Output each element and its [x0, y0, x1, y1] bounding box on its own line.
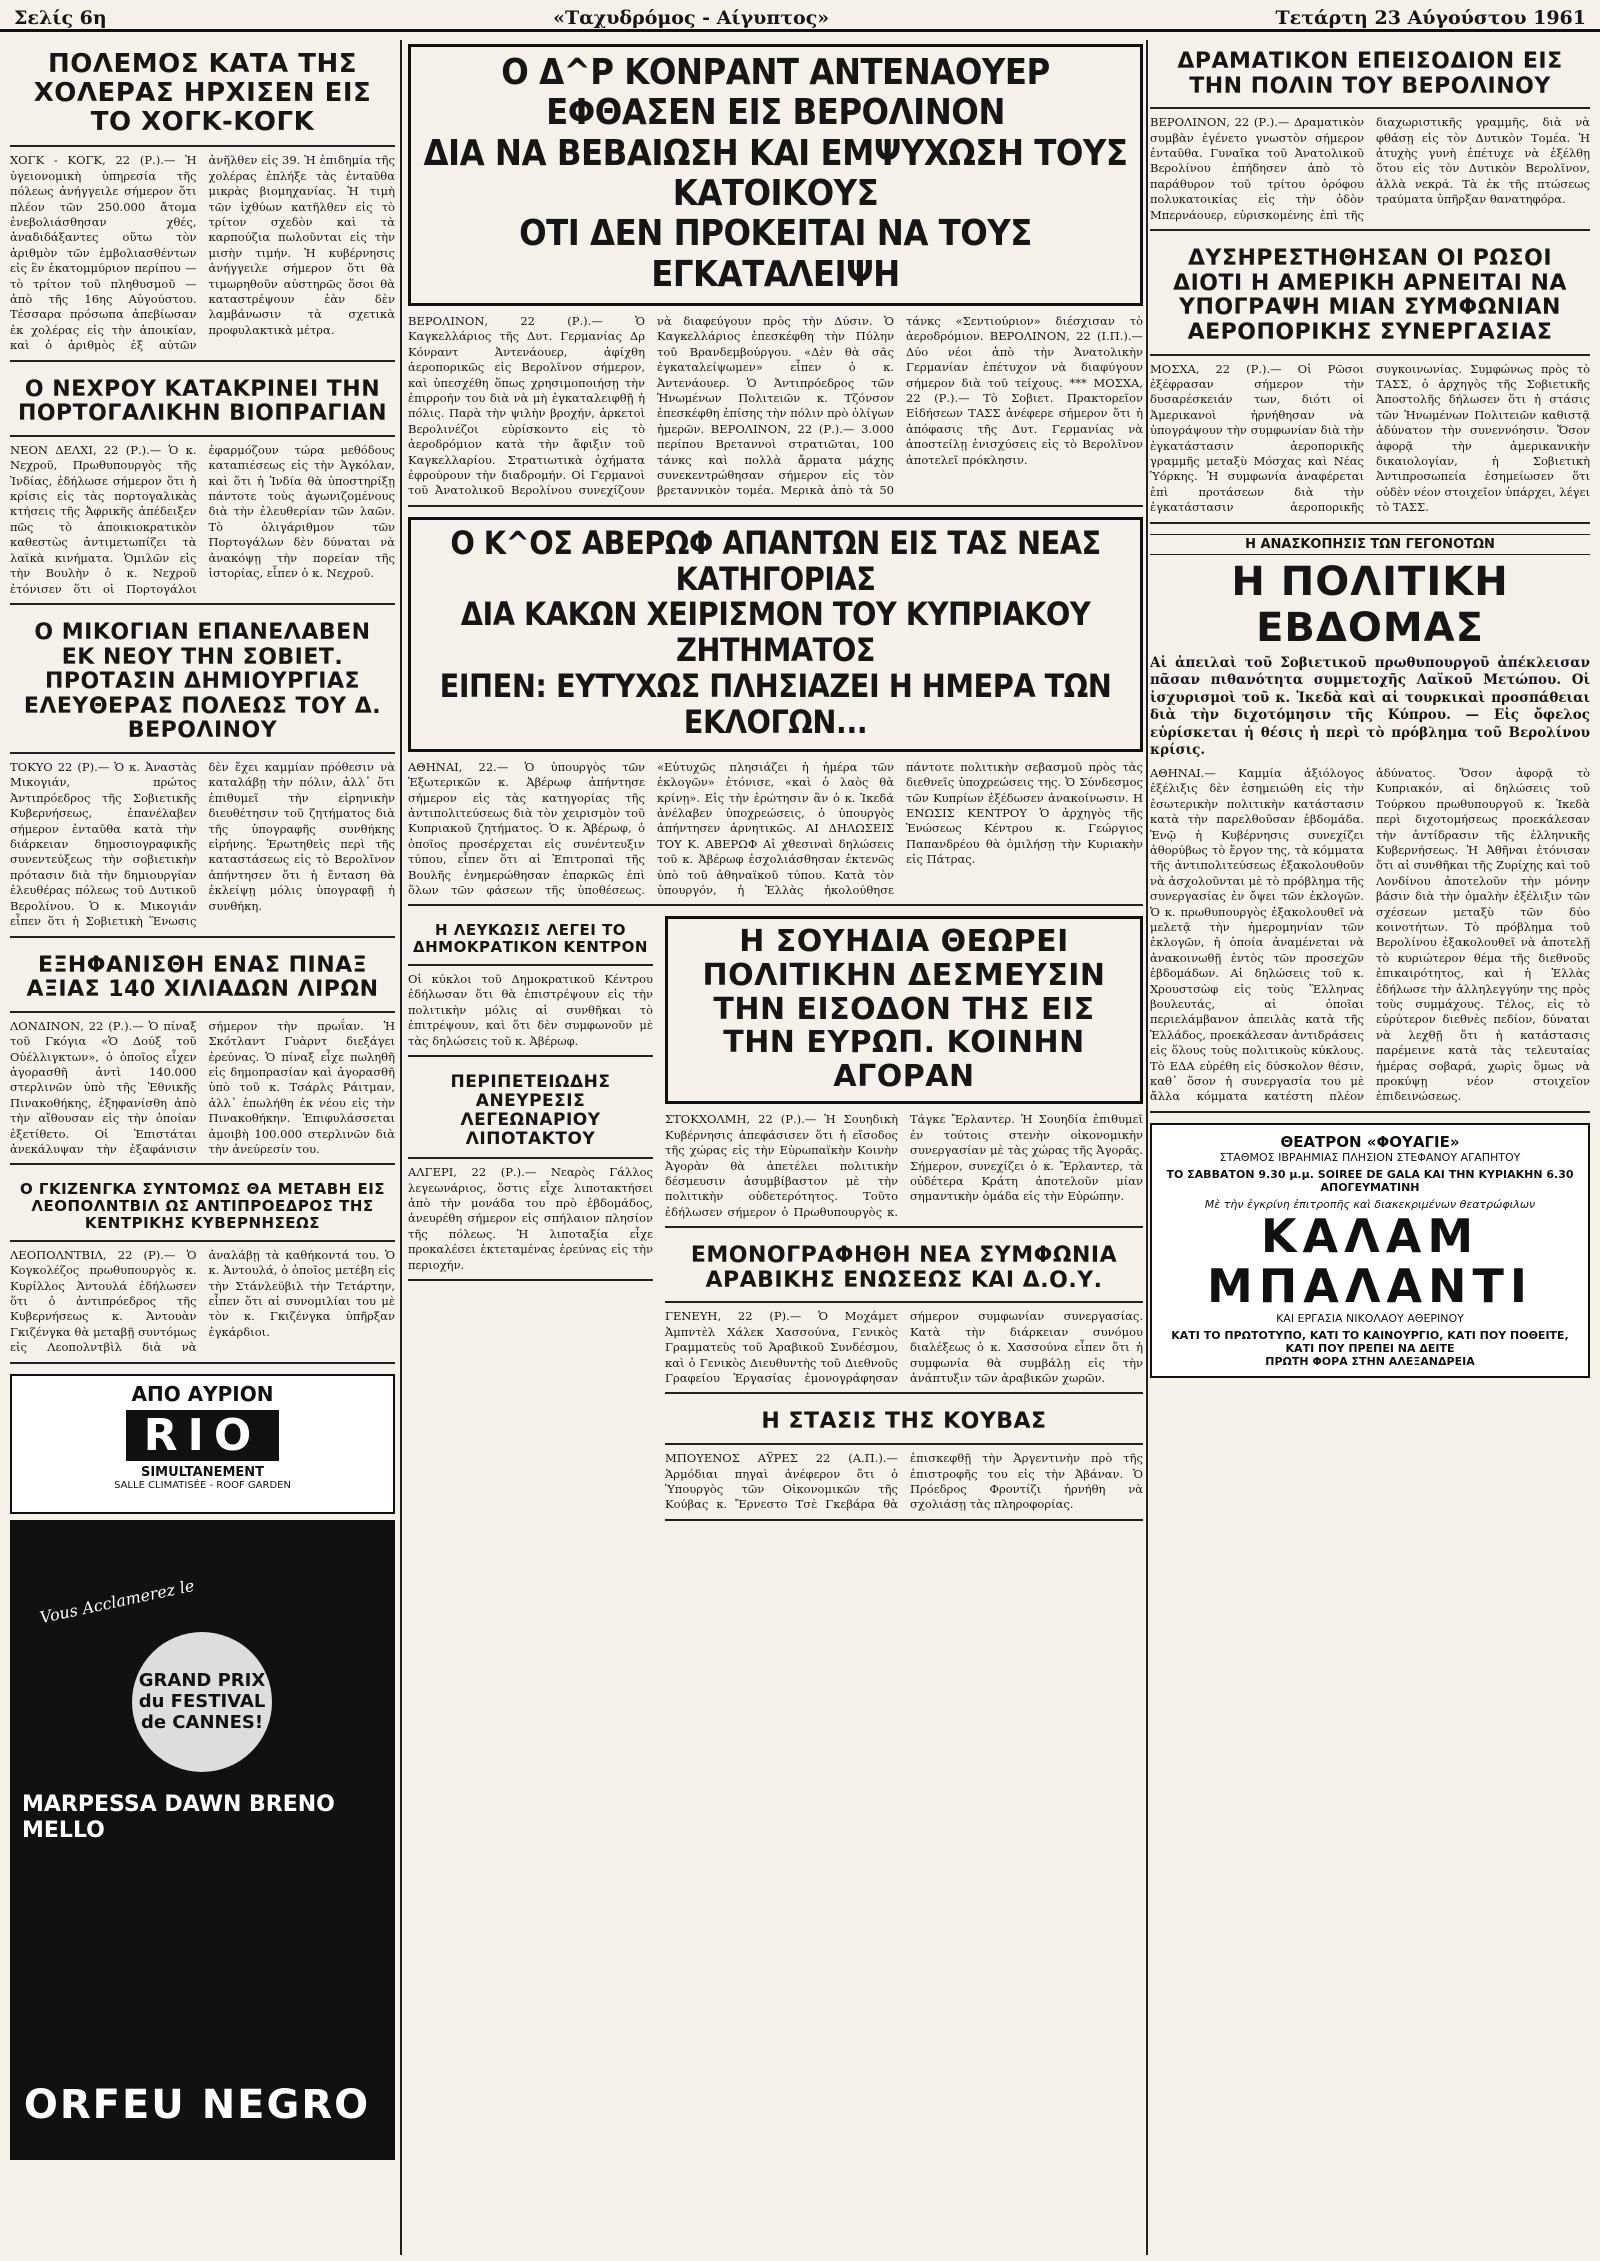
russians-headline: ΔΥΣΗΡΕΣΤΗΘΗΣΑΝ ΟΙ ΡΩΣΟΙ ΔΙΟΤΙ Η ΑΜΕΡΙΚΗ ΑΡΝΕΙΤΑΙ ΝΑ ΥΠΟΓΡΑΨΗ ΜΙΑΝ ΣΥΜΦΩΝΙΑΝ ΑΕΡΟΠΟΡΙΚΗΣ ΣΥΝΕΡΓΑΣΙΑΣ — [1173, 246, 1567, 345]
cinema-logo: RIO — [126, 1410, 280, 1461]
film-stars: MARPESSA DAWN BRENO MELLO — [22, 1791, 335, 1844]
weekly-headline: Η ΠΟΛΙΤΙΚΗ ΕΒΔΟΜΑΣ — [1231, 558, 1509, 651]
drama-headline-block — [1150, 44, 1590, 109]
center-lower-right — [665, 916, 1143, 1530]
legion-headline: ΠΕΡΙΠΕΤΕΙΩΔΗΣ ΑΝΕΥΡΕΣΙΣ ΛΕΓΕΩΝΑΡΙΟΥ ΛΙΠΟΤΑΚΤΟΥ — [450, 1072, 611, 1150]
center-column — [408, 44, 1143, 1531]
theatre-location: ΣΤΑΘΜΟΣ ΙΒΡΑΗΜΙΑΣ ΠΛΗΣΙΟΝ ΣΤΕΦΑΝΟΥ ΑΓΑΠΗΤΟΥ — [1219, 1150, 1521, 1164]
drama-story — [1150, 44, 1590, 231]
film-title: ORFEU NEGRO — [23, 2081, 371, 2128]
arab-headline-block — [665, 1238, 1143, 1303]
show-tagline: ΚΑΤΙ ΤΟ ΠΡΩΤΟΤΥΠΟ, ΚΑΤΙ ΤΟ ΚΑΙΝΟΥΡΓΙΟ, ΚΑΤΙ ΠΟΥ ΠΟΘΕΙΤΕ, ΚΑΤΙ ΠΟΥ ΠΡΕΠΕΙ ΝΑ ΔΕΙΤΕ — [1171, 1329, 1569, 1356]
right-column — [1150, 44, 1590, 1378]
masthead — [0, 6, 1600, 32]
mikoyan-story — [10, 615, 395, 938]
mikoyan-headline: Ο ΜΙΚΟΓΙΑΝ ΕΠΑΝΕΛΑΒΕΝ ΕΚ ΝΕΟΥ ΤΗΝ ΣΟΒΙΕΤ. ΠΡΟΤΑΣΙΝ ΔΗΜΙΟΥΡΓΙΑΣ ΕΛΕΥΘΕΡΑΣ ΠΟΛΕΩΣ ΤΟΥ Δ. ΒΕΡΟΛΙΝΟΥ — [23, 619, 382, 744]
nicosia-story — [408, 916, 653, 1057]
cholera-headline: ΠΟΛΕΜΟΣ ΚΑΤΑ ΤΗΣ ΧΟΛΕΡΑΣ ΗΡΧΙΣΕΝ ΕΙΣ ΤΟ ΧΟΓΚ-ΚΟΓΚ — [33, 49, 372, 138]
painting-body: ΛΟΝΔΙΝΟΝ, 22 (Ρ.).— Ὁ πίναξ τοῦ Γκόγια «Ὁ Δούξ τοῦ Οὐέλλιγκτων», ὁ ὁποῖος εἶχεν ἀγορασθῆ ἀντὶ 140.000 στερλινῶν ὑπὸ τῆς Ἐθνικῆς Πινακοθήκης, ἐξηφανίσθη ἀπὸ τὴν αἴθουσαν εἰς τὴν ὁποίαν ἐξετίθετο. Οἱ Ἐπιστάται ἀνεκάλυψαν τὴν ἐξαφάνισιν σήμερον τὴν πρωΐαν. Ἡ Σκότλαντ Γυὰρντ διεξάγει ἐρεύνας. Ὁ πίναξ εἶχε πωληθῆ εἰς δημοπρασίαν καὶ ἀγορασθῆ ὑπὸ τοῦ κ. Τσάρλς Ράιτμαν, ἀλλ᾽ ἐπωλήθη ἐκ νέου εἰς τὴν Πινακοθήκην. Ἐπιφυλάσσεται ἀμοιβὴ 100.000 στερλινῶν διὰ τὴν ἀνεύρεσίν του. — [10, 1018, 395, 1157]
sweden-body: ΣΤΟΚΧΟΛΜΗ, 22 (Ρ.).— Ἡ Σουηδικὴ Κυβέρνησις ἀπεφάσισεν ὅτι ἡ εἴσοδος τῆς χώρας εἰς τὴν Εὐρωπαϊκὴν Κοινὴν Ἀγορὰν θὰ ἀπετέλει πολιτικὴν δέσμευσιν ἀσυμβίβαστον μὲ τὴν πολιτικὴν οὐδετερότητος. Τοῦτο ἐδήλωσεν σήμερον ὁ Πρωθυπουργὸς κ. Τάγκε Ἔρλαντερ. Ἡ Σουηδία ἐπιθυμεῖ ἐν τούτοις στενὴν οἰκονομικὴν συνεργασίαν μὲ τὰς χώρας τῆς Ἀγορᾶς. Σήμερον, συνεχίζει ὁ κ. Ἔρλαντερ, τὰ οὐδέτερα Κράτη ἀποτελοῦν μίαν σημαντικὴν ὁμάδα εἰς τὴν Εὐρώπην. — [665, 1112, 1143, 1219]
theatre-advert — [1150, 1123, 1590, 1378]
show-author: ΚΑΙ ΕΡΓΑΣΙΑ ΝΙΚΟΛΑΟΥ ΑΘΕΡΙΝΟΥ — [1276, 1312, 1464, 1326]
center-lower-row — [408, 916, 1143, 1530]
averof-body: ΑΘΗΝΑΙ, 22.— Ὁ ὑπουργὸς τῶν Ἐξωτερικῶν κ. Ἀβέρωφ ἀπήντησε σήμερον εἰς τὰς κατηγορίας τῆς ἀντιπολιτεύσεως διὰ τὸν χειρισμὸν τοῦ Κυπριακοῦ ζητήματος. Ὁ κ. Ἀβέρωφ, ὁ ὁποῖος προσέρχεται εἰς συνέντευξιν τύπου, εἶπεν ὅτι αἱ Ἐπιτροπαὶ τῆς Βουλῆς ἐνημερώθησαν ἐπαρκῶς ἐπὶ ὅλων τῶν φάσεων τῆς ὑποθέσεως. «Εὐτυχῶς πλησιάζει ἡ ἡμέρα τῶν ἐκλογῶν» ἐτόνισε, «καὶ ὁ λαὸς θὰ κρίνῃ». Εἰς τὴν ἐρώτησιν ἂν ὁ κ. Ἰκεδά ἀνέλαβεν ὑποχρεώσεις, ὁ ὑπουργὸς ἀπήντησεν ἀρνητικῶς. ΑΙ ΔΗΛΩΣΕΙΣ ΤΟΥ Κ. ΑΒΕΡΩΦ Αἱ χθεσιναὶ δηλώσεις τοῦ κ. Ἀβέρωφ ἐσχολιάσθησαν ἐκτενῶς ὑπὸ τοῦ ἀθηναϊκοῦ τύπου. Κατὰ τὸν ὑπουργόν, ἡ Ἑλλὰς ἠκολούθησε πάντοτε πολιτικὴν σεβασμοῦ πρὸς τὰς διεθνεῖς ὑποχρεώσεις της. Ὁ Σύνδεσμος τῶν Κυπρίων ἐξέδωσεν ἀνακοίνωσιν. Η ΕΝΩΣΙΣ ΚΕΝΤΡΟΥ Ὁ ἀρχηγὸς τῆς Ἑνώσεως Κέντρου κ. Γεώργιος Παπανδρέου θὰ ὁμιλήσῃ τὴν Κυριακὴν εἰς Πάτρας. — [408, 759, 1143, 897]
column-rule — [1146, 40, 1148, 2255]
sweden-story — [665, 916, 1143, 1228]
nicosia-headline-block — [408, 916, 653, 966]
gizenga-headline: Ο ΓΚΙΖΕΝΓΚΑ ΣΥΝΤΟΜΩΣ ΘΑ ΜΕΤΑΒΗ ΕΙΣ ΛΕΟΠΟΛΝΤΒΙΛ ΩΣ ΑΝΤΙΠΡΟΕΔΡΟΣ ΤΗΣ ΚΕΝΤΡΙΚΗΣ ΚΥΒΕΡΝΗΣΕΩΣ — [19, 1180, 386, 1233]
painting-headline-block — [10, 948, 395, 1013]
nehru-headline-block — [10, 372, 395, 437]
issue-date: Τετάρτη 23 Αύγούστου 1961 — [1275, 6, 1586, 29]
gizenga-story — [10, 1175, 395, 1363]
nicosia-headline: Η ΛΕΥΚΩΣΙΣ ΛΕΓΕΙ ΤΟ ΔΗΜΟΚΡΑΤΙΚΟΝ ΚΕΝΤΡΟΝ — [413, 921, 648, 957]
adenauer-headline-3: ΟΤΙ ΔΕΝ ΠΡΟΚΕΙΤΑΙ ΝΑ ΤΟΥΣ ΕΓΚΑΤΑΛΕΙΨΗ — [519, 213, 1032, 295]
cinema-sub2: SALLE CLIMATISÉE - ROOF GARDEN — [114, 1479, 291, 1491]
nehru-headline: Ο ΝΕΧΡΟΥ ΚΑΤΑΚΡΙΝΕΙ ΤΗΝ ΠΟΡΤΟΓΑΛΙΚΗΝ ΒΙΟΠΡΑΓΙΑΝ — [17, 376, 388, 427]
page-number: Σελίς 6η — [14, 6, 107, 29]
theatre-dates: ΤΟ ΣΑΒΒΑΤΟΝ 9.30 μ.μ. SOIREE DE GALA ΚΑΙ ΤΗΝ ΚΥΡΙΑΚΗΝ 6.30 ΑΠΟΓΕΥΜΑΤΙΝΗ — [1166, 1167, 1574, 1194]
legion-headline-block — [408, 1067, 653, 1159]
paper-name: «Ταχυδρόμος - Αίγυπτος» — [553, 6, 830, 29]
theatre-name: ΘΕΑΤΡΟΝ «ΦΟΥΑΓΙΕ» — [1280, 1132, 1460, 1151]
sweden-headline-block — [665, 916, 1143, 1104]
averof-story — [408, 517, 1143, 907]
cinema-sub1: SIMULTANEMENT — [140, 1464, 265, 1480]
painting-story — [10, 948, 395, 1166]
left-column — [10, 44, 395, 2160]
adenauer-headline-1: Ο Δ^Ρ ΚΟΝΡΑΝΤ ΑΝΤΕΝΑΟΥΕΡ ΕΦΘΑΣΕΝ ΕΙΣ ΒΕΡΟΛΙΝΟΝ — [501, 52, 1050, 134]
painting-headline: ΕΞΗΦΑΝΙΣΘΗ ΕΝΑΣ ΠΙΝΑΞ ΑΞΙΑΣ 140 ΧΙΛΙΑΔΩΝ ΛΙΡΩΝ — [26, 952, 379, 1003]
legion-story — [408, 1067, 653, 1281]
adenauer-body: ΒΕΡΟΛΙΝΟΝ, 22 (Ρ.).— Ὁ Καγκελλάριος τῆς Δυτ. Γερμανίας Δρ Κόνραντ Ἀντενάουερ, ἀφίχθη ἀεροπορικῶς εἰς Βερολῖνον σήμερον, καὶ ὑπεσχέθη ὅπως χρησιμοποιήσῃ τὴν ἐπιρροήν του διὰ νὰ μὴ ἐγκαταλειφθῇ ἡ πόλις. Παρὰ τὴν ψιλὴν βροχήν, ἀρκετοὶ Βερολινέζοι εὑρίσκοντο εἰς τὸ ἀεροδρόμιον κατὰ τὴν ἄφιξιν τοῦ Καγκελλαρίου. Στρατιωτικὰ ὀχήματα ἐφρούρουν τὴν διαδρομήν. Οἱ Γερμανοὶ τοῦ Ἀνατολικοῦ Βερολίνου συνεχίζουν νὰ διαφεύγουν πρὸς τὴν Δύσιν. Ὁ Καγκελλάριος ἐπεσκέφθη τὴν Πύλην τοῦ Βρανδεμβούργου. «Δὲν θὰ σᾶς ἐγκαταλείψωμεν» εἶπεν ὁ κ. Ἀντενάουερ. Ὁ Ἀντιπρόεδρος τῶν Ἡνωμένων Πολιτειῶν κ. Τζόνσον ἐπεσκέφθη ἐπίσης τὴν πόλιν πρὸ ὀλίγων ἡμερῶν. ΒΕΡΟΛΙΝΟΝ, 22 (Ρ.).— 3.000 περίπου Βρεταννοὶ στρατιῶται, 100 τάνκς καὶ πολλὰ ἄρματα μάχης συνεκεντρώθησαν σήμερον εἰς τὸν βρεταννικὸν τομέα. Μερικὰ ἀπὸ τὰ 50 τάνκς «Σεντιούριον» διέσχισαν τὸ ἀεροδρόμιον. ΒΕΡΟΛΙΝΟΝ, 22 (Ι.Π.).— Δύο νέοι ἀπὸ τὴν Ἀνατολικὴν Γερμανίαν ἐπέτυχον νὰ διαφύγουν σήμερον διὰ τοῦ τείχους. *** ΜΟΣΧΑ, 22 (Ρ.).— Τὸ Σοβιετ. Πρακτορεῖον Εἰδήσεων ΤΑΣΣ ἀνέφερε σήμερον ὅτι ἡ ἀπόφασις τῆς Δυτ. Γερμανίας νὰ ἀποστείλῃ ἐνισχύσεις εἰς τὸ Βερολῖνον ἀποτελεῖ πρόκλησιν. — [408, 313, 1143, 498]
gizenga-body: ΛΕΟΠΟΛΝΤΒΙΛ, 22 (Ρ).— Ὁ Κογκολέζος πρωθυπουργὸς κ. Κυρίλλος Ἀντουλά ἐδήλωσεν ὅτι ὁ ἀντιπρόεδρος τῆς Κυβερνήσεως κ. Ἀντουὰν Γκιζένγκα θὰ μεταβῇ συντόμως εἰς Λεοπολντβὶλ διὰ νὰ ἀναλάβῃ τὰ καθήκοντά του. Ὁ κ. Ἀντουλά, ὁ ὁποῖος μετέβη εἰς τὴν Στάνλεϋβιλ τὴν Τετάρτην, εἶπεν ὅτι αἱ συνομιλίαι του μὲ τὸν κ. Γκιζένγκα ὑπῆρξαν ἐγκάρδιοι. — [10, 1247, 395, 1355]
nehru-story — [10, 372, 395, 605]
drama-body: ΒΕΡΟΛΙΝΟΝ, 22 (Ρ.).— Δραματικὸν συμβὰν ἐγένετο γνωστὸν σήμερον ἐνταῦθα. Γυναῖκα τοῦ Ἀνατολικοῦ Βερολίνου ἐπήδησεν ἀπὸ τὸ παράθυρον τοῦ τρίτου ὀρόφου πολυκατοικίας εἰς τὴν ὁδὸν Μπερνάουερ, εὑρισκομένης ἐπὶ τῆς διαχωριστικῆς γραμμῆς, διὰ νὰ φθάσῃ εἰς τὸν Δυτικὸν Τομέα. Ἡ ἀτυχὴς γυνὴ ἐπέτυχε νὰ ἐξέλθῃ ὅτου εἰς τὸν Δυτικὸν Βερολῖνον, ἀλλὰ νεκρά. Τὰ ἐκ τῆς πτώσεως τραύματα ὑπῆρξαν θανατηφόρα. — [1150, 115, 1590, 222]
nicosia-body: Οἱ κύκλοι τοῦ Δημοκρατικοῦ Κέντρου ἐδήλωσαν ὅτι θὰ ἐπιστρέψουν εἰς τὴν πολιτικὴν μόλις αἱ συνθῆκαι τὸ ἐπιτρέψουν, καὶ ὅτι δὲν συμφωνοῦν μὲ τὰς δηλώσεις τοῦ κ. Ἀβέρωφ. — [408, 971, 653, 1048]
weekly-lead: Αἱ ἀπειλαὶ τοῦ Σοβιετικοῦ πρωθυπουργοῦ ἀπέκλεισαν πᾶσαν πιθανότητα συμμετοχῆς Λαϊκοῦ Μετώπου. Οἱ ἰσχυρισμοὶ τοῦ κ. Ἰκεδὰ καὶ αἱ τουρκικαὶ προσπάθειαι διὰ τὴν διχοτόμησιν τῆς Κύπρου. — Εἰς ὄφελος εὑρίσκεται ἡ θέσις ἡ περὶ τὸ πρόβλημα τοῦ Βερολίνου κρίσις. — [1150, 654, 1590, 759]
show-title: ΚΑΛΑΜ ΜΠΑΛΑΝΤΙ — [1206, 1208, 1534, 1314]
adenauer-headline-2: ΔΙΑ ΝΑ ΒΕΒΑΙΩΣΗ ΚΑΙ ΕΜΨΥΧΩΣΗ ΤΟΥΣ ΚΑΤΟΙΚΟΥΣ — [423, 132, 1128, 214]
column-rule — [400, 40, 402, 2255]
cholera-story — [10, 44, 395, 362]
arab-headline: ΕΜΟΝΟΓΡΑΦΗΘΗ ΝΕΑ ΣΥΜΦΩΝΙΑ ΑΡΑΒΙΚΗΣ ΕΝΩΣΕΩΣ ΚΑΙ Δ.Ο.Υ. — [690, 1243, 1118, 1293]
center-lower-left — [408, 916, 653, 1530]
averof-headline-1: Ο Κ^ΟΣ ΑΒΕΡΩΦ ΑΠΑΝΤΩΝ ΕΙΣ ΤΑΣ ΝΕΑΣ ΚΑΤΗΓΟΡΙΑΣ — [450, 523, 1101, 598]
film-tagline: Vous Acclamerez le — [38, 1575, 196, 1627]
averof-headline-2: ΔΙΑ ΚΑΚΩΝ ΧΕΙΡΙΣΜΟΝ ΤΟΥ ΚΥΠΡΙΑΚΟΥ ΖΗΤΗΜΑΤΟΣ — [460, 595, 1091, 670]
russians-body: ΜΟΣΧΑ, 22 (Ρ.).— Οἱ Ρῶσοι ἐξέφρασαν σήμερον τὴν δυσαρέσκειάν των, διότι οἱ Ἀμερικανοὶ ἠρνήθησαν νὰ ὑπογράψουν τὴν συμφωνίαν διὰ τὴν ἐγκατάστασιν ἀεροπορικῆς γραμμῆς μεταξὺ Μόσχας καὶ Νέας Ὑόρκης. Ἡ συμφωνία ἀναφέρεται ἐπὶ προτάσεων διὰ τὴν ἐγκατάστασιν ἀεροπορικῆς συγκοινωνίας. Συμφώνως πρὸς τὸ ΤΑΣΣ, ὁ ἀρχηγὸς τῆς Σοβιετικῆς Ἀποστολῆς δήλωσεν ὅτι ἡ στάσις τῶν Ἡνωμένων Πολιτειῶν καθιστᾷ ἀδύνατον τὴν συνεννόησιν. Ὅσον ἀφορᾷ τὴν ἀμερικανικὴν δικαιολογίαν, ἡ Σοβιετικὴ Ἀντιπροσωπεία ἐσημείωσεν ὅτι οὐδὲν νέον στοιχεῖον ὑπάρχει, λέγει τὸ ΤΑΣΣ. — [1150, 361, 1590, 515]
film-poster — [10, 1520, 395, 2160]
weekly-review — [1150, 534, 1590, 1113]
cuba-story — [665, 1404, 1143, 1520]
film-prize-badge: GRAND PRIX du FESTIVAL de CANNES! — [132, 1632, 272, 1772]
cholera-body: ΧΟΓΚ - ΚΟΓΚ, 22 (Ρ.).— Ἡ ὑγειονομικὴ ὑπηρεσία τῆς πόλεως ἀνήγγειλε σήμερον ὅτι πλέον τῶν 250.000 ἄτομα ἐνεβολιάσθησαν χθές, ἀναδιδάξαντες οὕτω τὸν ἀριθμὸν τῶν ἐμβολιασθέντων εἰς ἓν ἑκατομμύριον περίπου — τὸ τρίτον τοῦ πληθυσμοῦ — ἀπὸ τῆς 16ης Αὐγούστου. Τέσσαρα πρόσωπα ἀπεβίωσαν ἐκ χολέρας εἰς τὴν ἀποικίαν, καὶ ὁ ἀριθμὸς ἐξ αὐτῶν ἀνῆλθεν εἰς 39. Ἡ ἐπιδημία τῆς χολέρας ἐπλήξε τὰς ἐνταῦθα μικρὰς βιομηχανίας. Ἡ τιμὴ τῶν ἰχθύων κατῆλθεν εἰς τὸ τρίτον σχεδὸν καὶ τὰ καρπούζια πωλοῦνται εἰς τὴν μισὴν τιμήν. Ἡ κυβέρνησις ἀνήγγειλε σήμερον ὅτι θὰ τιμωρηθοῦν αὐστηρῶς ὅσοι θὰ καταστρέψουν ἐὰν δὲν λαμβάνωσιν τὰ σχετικὰ προφυλακτικὰ μέτρα. — [10, 153, 395, 353]
cuba-body: ΜΠΟΥΕΝΟΣ ΑΫΡΕΣ 22 (Α.Π.).— Ἁρμόδιαι πηγαὶ ἀνέφερον ὅτι ὁ Ὑπουργὸς τῶν Οἰκονομικῶν τῆς Κούβας κ. Ἔρνεστο Τσὲ Γκεβάρα θὰ ἐπισκεφθῇ τὴν Ἀργεντινὴν πρὸ τῆς ἐπιστροφῆς του εἰς τὴν Ἀβάναν. Ὁ Πρόεδρος Φροντίζι ἠρνήθη νὰ σχολιάσῃ τὰς πληροφορίας. — [665, 1451, 1143, 1512]
mikoyan-body: ΤΟΚΥΟ 22 (Ρ).— Ὁ κ. Ἀναστὰς Μικογιάν, πρώτος Ἀντιπρόεδρος τῆς Σοβιετικῆς Κυβερνήσεως, ἐπανέλαβεν σήμερον ἐνταῦθα κατὰ τὴν διάρκειαν δημοσιογραφικῆς συνεντεύξεως τὴν σοβιετικὴν πρότασιν διὰ τὴν δημιουργίαν ἐλευθέρας πόλεως τοῦ Δυτικοῦ Βερολίνου. Ὁ κ. Μικογιάν εἶπεν ὅτι ἡ Σοβιετικὴ Ἕνωσις δὲν ἔχει καμμίαν πρόθεσιν νὰ καταλάβῃ τὴν πόλιν, ἀλλ᾽ ὅτι ἐπιθυμεῖ τὴν εἰρηνικὴν διευθέτησιν τοῦ ζητήματος διὰ τῆς ὑπογραφῆς συνθήκης εἰρήνης. Ἐρωτηθεὶς περὶ τῆς καταστάσεως εἰς τὸ Βερολῖνον ἀπήντησεν ὅτι ἡ ἔνταση θὰ ἐκλείψῃ μόλις ὑπογραφῇ ἡ συνθήκη. — [10, 760, 395, 929]
sweden-headline: Η ΣΟΥΗΔΙΑ ΘΕΩΡΕΙ ΠΟΛΙΤΙΚΗΝ ΔΕΣΜΕΥΣΙΝ ΤΗΝ ΕΙΣΟΔΟΝ ΤΗΣ ΕΙΣ ΤΗΝ ΕΥΡΩΠ. ΚΟΙΝΗΝ ΑΓΟΡΑΝ — [702, 924, 1106, 1094]
russians-headline-block — [1150, 241, 1590, 356]
cinema-advert — [10, 1374, 395, 1514]
legion-body: ΑΛΓΕΡΙ, 22 (Ρ.).— Νεαρὸς Γάλλος λεγεωνάριος, ὅστις εἶχε λιποτακτήσει ἀπὸ τὴν μονάδα του πρὸ ἑβδομάδος, ἀνευρέθη σήμερον εἰς σπήλαιον πλησίον τῆς πόλεως. Ἡ λιποταξία εἶχε προκαλέσει ἐκτεταμένας ἐρεύνας εἰς τὴν περιοχήν. — [408, 1165, 653, 1272]
cholera-headline-block — [10, 44, 395, 147]
russians-story — [1150, 241, 1590, 524]
nehru-body: ΝΕΟΝ ΔΕΛΧΙ, 22 (Ρ.).— Ὁ κ. Νεχροῦ, Πρωθυπουργὸς τῆς Ἰνδίας, ἐδήλωσε σήμερον ὅτι ἡ κρίσις εἰς τὰς πορτογαλικὰς κτήσεις τῆς Ἀφρικῆς ἀπέδειξεν πῶς τὸ ἀποικιοκρατικὸν καθεστὼς ἀντιμετωπίζει τὰ λαϊκὰ κινήματα. Ὁμιλῶν εἰς τὴν Βουλὴν ὁ κ. Νεχροῦ ἐτόνισεν ὅτι οἱ Πορτογάλοι ἐφαρμόζουν τώρα μεθόδους καταπιέσεως εἰς τὴν Ἀγκόλαν, καὶ ὅτι ἡ Ἰνδία θὰ ὑποστηρίξῃ πάντοτε τοὺς ἀγωνιζομένους διὰ τὴν ἐλευθερίαν τῶν λαῶν. Τὸ ὀλιγάριθμον τῶν Πορτογάλων δὲν δύναται νὰ ἀνακόψῃ τὴν πορείαν τῆς ἱστορίας, εἶπεν ὁ κ. Νεχροῦ. — [10, 442, 395, 596]
arab-body: ΓΕΝΕΥΗ, 22 (Ρ).— Ὁ Μοχάμετ Ἀμπντὲλ Χάλεκ Χασσούνα, Γενικὸς Γραμματεὺς τοῦ Ἀραβικοῦ Συνδέσμου, καὶ ὁ Γενικὸς Διευθυντὴς τοῦ Διεθνοῦς Γραφείου Ἐργασίας ἐμονογράφησαν σήμερον συμφωνίαν συνεργασίας. Κατὰ τὴν διάρκειαν συνόμου διαλέξεως ὁ κ. Χασσούνα εἶπεν ὅτι ἡ συμφωνία θὰ συμβάλῃ εἰς τὴν ἀνάπτυξιν τῶν ἀραβικῶν χωρῶν. — [665, 1309, 1143, 1386]
gizenga-headline-block — [10, 1175, 395, 1241]
weekly-section-label: Η ΑΝΑΣΚΟΠΗΣΙΣ ΤΩΝ ΓΕΓΟΝΟΤΩΝ — [1150, 534, 1590, 555]
adenauer-headline-block — [408, 44, 1143, 306]
arab-story — [665, 1238, 1143, 1394]
mikoyan-headline-block — [10, 615, 395, 754]
drama-headline: ΔΡΑΜΑΤΙΚΟΝ ΕΠΕΙΣΟΔΙΟΝ ΕΙΣ ΤΗΝ ΠΟΛΙΝ ΤΟΥ ΒΕΡΟΛΙΝΟΥ — [1177, 49, 1563, 99]
cuba-headline: Η ΣΤΑΣΙΣ ΤΗΣ ΚΟΥΒΑΣ — [761, 1409, 1047, 1435]
show-venue: ΠΡΩΤΗ ΦΟΡΑ ΣΤΗΝ ΑΛΕΞΑΝΔΡΕΙΑ — [1265, 1355, 1475, 1369]
averof-headline-block — [408, 517, 1143, 752]
ad-tomorrow: ΑΠΟ ΑΥΡΙΟΝ — [131, 1381, 274, 1406]
adenauer-story — [408, 44, 1143, 507]
cuba-headline-block — [665, 1404, 1143, 1445]
weekly-body: ΑΘΗΝΑΙ.— Καμμία ἀξιόλογος ἐξέλιξις δὲν ἐσημειώθη εἰς τὴν ἐσωτερικὴν πολιτικὴν κατάστασιν κατὰ τὴν παρελθοῦσαν ἑβδομάδα. Ἐνῷ ἡ Κυβέρνησις συνεχίζει ἀθορύβως τὸ ἔργον της, τὰ κόμματα τῆς ἀντιπολιτεύσεως ἐξακολουθοῦν νὰ ἀσχολοῦνται μὲ τὸ πρόβλημα τῆς συνεργασίας ἐν ὄψει τῶν ἐκλογῶν. Ὁ κ. πρωθυπουργὸς ἐξακολουθεῖ νὰ μελετᾷ τὴν ἡμερομηνίαν τῶν ἐκλογῶν, ἡ ὁποία ἀναμένεται νὰ ἀνακοινωθῇ ἐντὸς τῶν προσεχῶν ἑβδομάδων. Αἱ δηλώσεις τοῦ κ. Χρουστσὼφ εἰς τοὺς Ἕλληνας βουλευτάς, αἱ ὁποῖαι περιελάμβανον ἀπειλὰς κατὰ τῆς Ἑλλάδος, προεκάλεσαν ἀντιδράσεις εἰς ὅλους τοὺς πολιτικοὺς κύκλους. Τὸ ΕΔΑ εὑρέθη εἰς δύσκολον θέσιν, καθ᾽ ὅσον ἡ συνεργασία του μὲ ἄλλα κόμματα κατέστη πλέον ἀδύνατος. Ὅσον ἀφορᾷ τὸ Κυπριακόν, αἱ δηλώσεις τοῦ Τούρκου πρωθυπουργοῦ κ. Ἰκεδὰ περὶ διχοτομήσεως προεκάλεσαν τὴν ἀντίδρασιν τῆς ἑλληνικῆς Κυβερνήσεως. Ἡ Ἀθῆναι ἐτόνισαν ὅτι αἱ συνθῆκαι τῆς Ζυρίχης καὶ τοῦ Λονδίνου ἀποτελοῦν τὴν μόνην βάσιν διὰ τὴν ὁμαλὴν ἐξέλιξιν τῶν σχέσεων μεταξὺ τῶν δύο κοινοτήτων. Τὸ πρόβλημα τοῦ Βερολίνου ἐξακολουθεῖ νὰ ἀποτελῇ τὸ κυριώτερον θέμα τῆς διεθνοῦς ἐπικαιρότητος, καὶ ἡ Ἑλλὰς ἐδήλωσε τὴν ἀλληλεγγύην της πρὸς τοὺς συμμάχους. Τέλος, εἰς τὸ εὐρύτερον διεθνὲς πεδίον, δύναται νὰ λεχθῇ ὅτι ἡ κατάστασις παρέμεινε κατὰ τὰς τελευταίας ἡμέρας σοβαρά, χωρὶς ὅμως νὰ προκύψῃ νέον στοιχεῖον ἐπιδεινώσεως. — [1150, 765, 1590, 1104]
theatre-note: Μὲ τὴν ἐγκρίνη ἐπιτροπῆς καὶ διακεκριμένων θεατρώφιλων — [1204, 1197, 1536, 1211]
averof-headline-3: ΕΙΠΕΝ: ΕΥΤΥΧΩΣ ΠΛΗΣΙΑΖΕΙ Η ΗΜΕΡΑ ΤΩΝ ΕΚΛΟΓΩΝ... — [439, 667, 1112, 741]
